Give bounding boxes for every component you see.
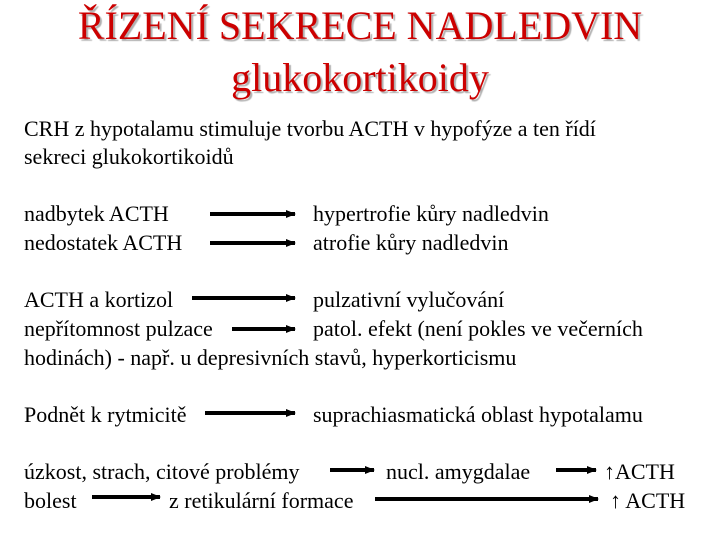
pathology-label: patol. efekt (není pokles ve večerních: [313, 316, 643, 341]
amygdala-label: nucl. amygdalae: [386, 459, 531, 484]
up-arrow-icon: ↑: [610, 488, 621, 513]
intro-line-2: sekreci glukokortikoidů: [24, 144, 234, 169]
excess-acth-label: nadbytek ACTH: [24, 201, 169, 226]
acth-increase-1: ↑ACTH: [604, 459, 675, 484]
up-arrow-icon: ↑: [604, 459, 615, 484]
slide-subtitle: glukokortikoidy: [231, 55, 489, 100]
acth-increase-2: ↑ ACTH: [610, 488, 686, 513]
pathology-continued: hodinách) - např. u depresivních stavů, hyperkorticismu: [24, 345, 517, 370]
no-pulse-label: nepřítomnost pulzace: [24, 316, 213, 341]
hypertrophy-label: hypertrofie kůry nadledvin: [313, 201, 549, 226]
deficit-acth-label: nedostatek ACTH: [24, 230, 183, 255]
rhythm-stimulus-label: Podnět k rytmicitě: [24, 402, 187, 427]
reticular-label: z retikulární formace: [169, 488, 354, 513]
intro-line-1: CRH z hypotalamu stimuluje tvorbu ACTH v hypofýze a ten řídí: [24, 116, 596, 141]
pain-label: bolest: [24, 488, 77, 513]
slide-title: ŘÍZENÍ SEKRECE NADLEDVIN: [77, 3, 643, 48]
atrophy-label: atrofie kůry nadledvin: [313, 230, 509, 255]
pulsatile-label: pulzativní vylučování: [313, 287, 505, 312]
suprachiasmatic-label: suprachiasmatická oblast hypotalamu: [313, 402, 643, 427]
emotions-label: úzkost, strach, citové problémy: [24, 459, 300, 484]
acth-cortisol-label: ACTH a kortizol: [24, 287, 174, 312]
